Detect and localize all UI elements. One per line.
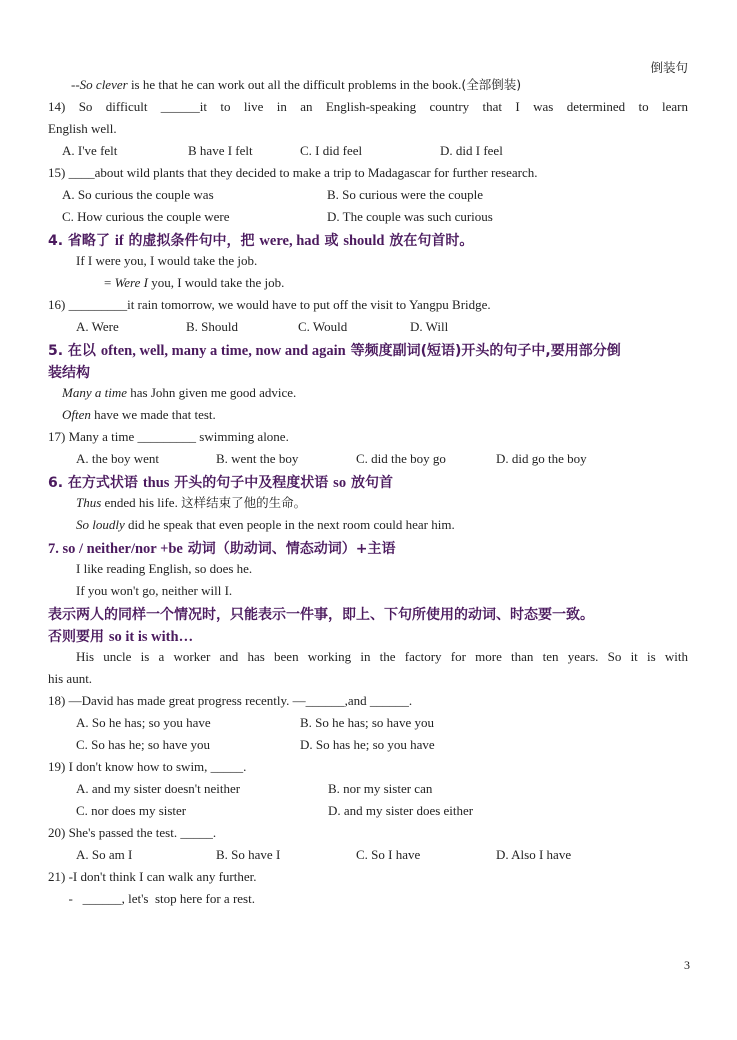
example-line: Many a time has John given me good advice. — [62, 385, 297, 400]
option: D. did go the boy — [496, 451, 587, 466]
option: C. So has he; so have you — [76, 737, 210, 752]
example-line: --So clever is he that he can work out all the difficult problems in the book.(全部倒装) — [71, 77, 522, 92]
option: B. So have I — [216, 847, 281, 862]
question-16: 16) _________it rain tomorrow, we would have to put off the visit to Yangpu Bridge. — [48, 297, 491, 312]
question-20: 20) She's passed the test. _____. — [48, 825, 217, 840]
option: D. So has he; so you have — [300, 737, 435, 752]
section-heading-7: 7. so / neither/nor +be 动词（助动词、情态动词）+主语 — [48, 541, 396, 557]
question-15-options-row2 — [48, 206, 688, 228]
section-heading-6: 6. 在方式状语 thus 开头的句子中及程度状语 so 放句首 — [48, 475, 393, 491]
option: C. How curious the couple were — [62, 209, 230, 224]
example-line: I like reading English, so does he. — [76, 561, 253, 576]
option: D. Will — [410, 319, 449, 334]
option: C. I did feel — [300, 143, 363, 158]
header-label: 倒装句 — [650, 60, 688, 75]
question-18-options-row2 — [48, 734, 688, 756]
option: D. and my sister does either — [328, 803, 474, 818]
question-18-options-row1 — [48, 712, 688, 734]
rule-note-cont: 否则要用 so it is with… — [48, 629, 194, 645]
question-20-options — [48, 844, 688, 866]
option: B have I felt — [188, 143, 253, 158]
example-paragraph: His uncle is a worker and has been working in the factory for more than ten years. So it is with — [76, 649, 688, 664]
example-line: Often have we made that test. — [62, 407, 216, 422]
question-15: 15) ____about wild plants that they decided to make a trip to Madagascar for further research. — [48, 165, 538, 180]
question-14: 14) So difficult ______it to live in an English-speaking country that I was determined to learn — [48, 99, 688, 114]
question-15-options-row1 — [48, 184, 688, 206]
question-17-options — [48, 448, 688, 470]
question-17: 17) Many a time _________ swimming alone. — [48, 429, 289, 444]
question-14-cont: English well. — [48, 121, 117, 136]
section-heading-5-cont: 装结构 — [48, 365, 90, 381]
question-21-cont: - ______, let's stop here for a rest. — [62, 891, 255, 906]
question-18: 18) —David has made great progress recently. —______,and ______. — [48, 693, 413, 708]
option: B. Should — [186, 319, 239, 334]
option: C. So I have — [356, 847, 421, 862]
example-line: If I were you, I would take the job. — [76, 253, 258, 268]
section-heading-4: 4. 省略了 if 的虚拟条件句中，把 were, had 或 should 放在句首时。 — [48, 233, 474, 249]
example-line: So loudly did he speak that even people in the next room could hear him. — [76, 517, 455, 532]
option: D. Also I have — [496, 847, 572, 862]
option: A. and my sister doesn't neither — [76, 781, 241, 796]
question-19: 19) I don't know how to swim, _____. — [48, 759, 247, 774]
option: B. So curious were the couple — [327, 187, 483, 202]
question-21: 21) -I don't think I can walk any further. — [48, 869, 257, 884]
question-16-options — [48, 316, 688, 338]
question-19-options-row1 — [48, 778, 688, 800]
option: B. nor my sister can — [328, 781, 433, 796]
rule-note: 表示两人的同样一个情况时，只能表示一件事，即上、下句所使用的动词、时态要一致。 — [48, 607, 594, 623]
question-19-options-row2 — [48, 800, 688, 822]
document-body — [48, 74, 688, 910]
option: C. Would — [298, 319, 348, 334]
example-line: Thus ended his life. 这样结束了他的生命。 — [76, 495, 307, 510]
option: C. nor does my sister — [76, 803, 187, 818]
example-line: = Were I you, I would take the job. — [104, 275, 285, 290]
option: A. So curious the couple was — [62, 187, 214, 202]
page-number: 3 — [684, 958, 690, 972]
option: A. So he has; so you have — [76, 715, 211, 730]
option: A. Were — [76, 319, 119, 334]
option: A. the boy went — [76, 451, 160, 466]
option: B. went the boy — [216, 451, 299, 466]
section-heading-5: 5. 在以 often, well, many a time, now and again 等频度副词(短语)开头的句子中,要用部分倒 — [48, 343, 621, 359]
question-14-options — [48, 140, 688, 162]
option: D. did I feel — [440, 143, 503, 158]
example-paragraph-cont: his aunt. — [48, 671, 93, 686]
option: B. So he has; so have you — [300, 715, 434, 730]
option: A. I've felt — [62, 143, 118, 158]
option: D. The couple was such curious — [327, 209, 493, 224]
example-line: If you won't go, neither will I. — [76, 583, 233, 598]
option: C. did the boy go — [356, 451, 446, 466]
option: A. So am I — [76, 847, 133, 862]
